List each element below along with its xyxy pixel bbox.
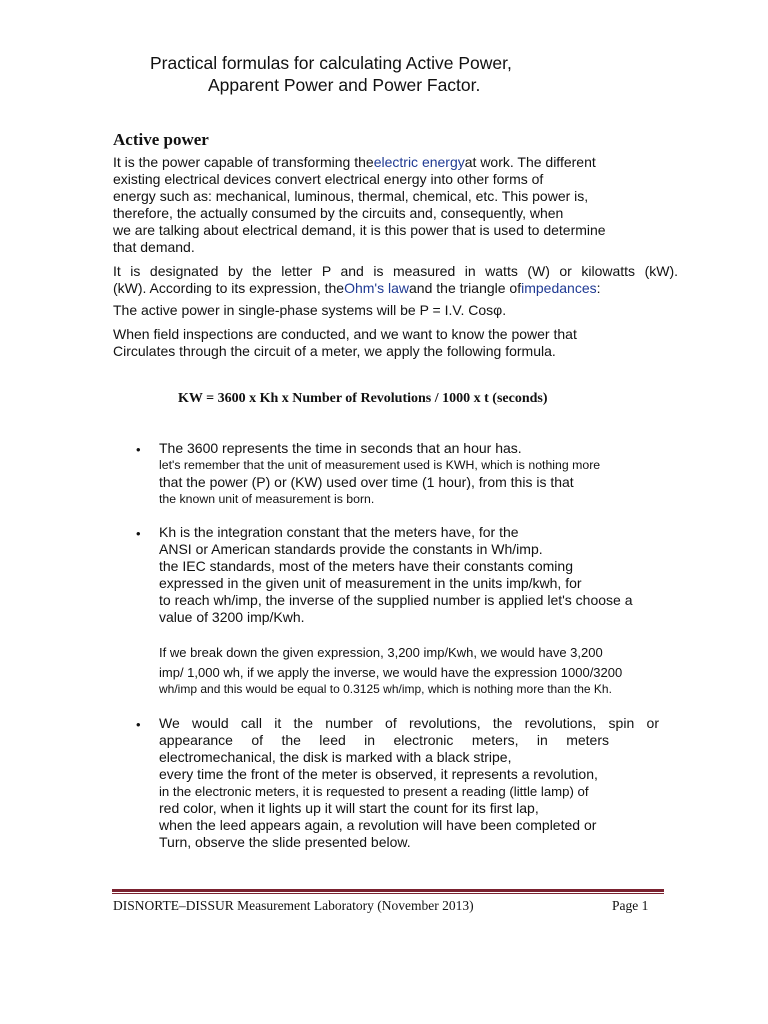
link-ohms-law[interactable]: Ohm's law <box>344 280 410 296</box>
paragraph-line: we are talking about electrical demand, it is this power that is used to determine <box>113 222 606 238</box>
bullet-line: Kh is the integration constant that the meters have, for the <box>159 524 519 540</box>
link-impedances[interactable]: impedances <box>521 280 597 296</box>
bullet-line: when the leed appears again, a revolution will have been completed or <box>159 817 597 833</box>
paragraph-definition <box>113 154 683 256</box>
bullet-line: imp/ 1,000 wh, if we apply the inverse, we would have the expression 1000/3200 <box>159 665 623 680</box>
bullet-line: the IEC standards, most of the meters have their constants coming <box>159 558 573 574</box>
bullet-marker: • <box>136 442 141 457</box>
bullet-subparagraph-kh-example <box>159 643 689 697</box>
bullet-line: in the electronic meters, it is requested to present a reading (little lamp) of <box>159 784 589 799</box>
paragraph-field-inspections <box>113 326 683 360</box>
bullet-line: let's remember that the unit of measurement used is KWH, which is nothing more <box>159 458 601 472</box>
footer-rule-thin <box>112 893 664 894</box>
bullet-line: value of 3200 imp/Kwh. <box>159 609 305 625</box>
bullet-item-kh <box>159 524 689 626</box>
bullet-line: appearance of the leed in electronic meters, in meters <box>159 732 609 748</box>
paragraph-designation <box>113 263 683 297</box>
bullet-item-revolutions <box>159 715 689 851</box>
paragraph-line: energy such as: mechanical, luminous, thermal, chemical, etc. This power is, <box>113 188 589 204</box>
bullet-line: Turn, observe the slide presented below. <box>159 834 411 850</box>
footer-rule-thick <box>112 889 664 892</box>
paragraph-line: therefore, the actually consumed by the circuits and, consequently, when <box>113 205 564 221</box>
paragraph-line: The active power in single-phase systems will be P = I.V. Cosφ. <box>113 302 507 318</box>
footer-page-number: Page 1 <box>612 898 649 913</box>
bullet-line: the known unit of measurement is born. <box>159 491 375 506</box>
bullet-line: expressed in the given unit of measurement in the units imp/kwh, for <box>159 575 582 591</box>
paragraph-line <box>113 280 683 297</box>
bullet-line: The 3600 represents the time in seconds that an hour has. <box>159 440 522 456</box>
bullet-line: electromechanical, the disk is marked with a black stripe, <box>159 749 512 765</box>
bullet-line: We would call it the number of revolutions, the revolutions, spin or <box>159 715 659 731</box>
footer-lab-name: DISNORTE–DISSUR Measurement Laboratory (November 2013) <box>113 898 474 913</box>
bullet-line: ANSI or American standards provide the constants in Wh/imp. <box>159 541 543 557</box>
title-line-1: Practical formulas for calculating Active Power, <box>150 53 512 73</box>
text-span: : <box>596 280 601 296</box>
bullet-line: red color, when it lights up it will start the count for its first lap, <box>159 800 539 816</box>
bullet-marker: • <box>136 526 141 541</box>
paragraph-single-phase <box>113 302 683 319</box>
kw-formula: KW = 3600 x Kh x Number of Revolutions / 1000 x t (seconds) <box>178 391 548 406</box>
bullet-item-3600 <box>159 440 689 507</box>
paragraph-line <box>113 154 683 171</box>
bullet-marker: • <box>136 717 141 732</box>
text-span: and the triangle of <box>409 280 522 296</box>
text-span: at work. The different <box>464 154 596 170</box>
bullet-line: wh/imp and this would be equal to 0.3125 wh/imp, which is nothing more than the Kh. <box>159 682 612 696</box>
link-electric-energy[interactable]: electric energy <box>373 154 465 170</box>
paragraph-line: Circulates through the circuit of a meter, we apply the following formula. <box>113 343 556 359</box>
section-heading-active-power: Active power <box>113 130 209 149</box>
paragraph-line: existing electrical devices convert electrical energy into other forms of <box>113 171 544 187</box>
text-span: (kW). According to its expression, the <box>113 280 345 296</box>
paragraph-line: that demand. <box>113 239 195 255</box>
paragraph-line: When field inspections are conducted, and we want to know the power that <box>113 326 577 342</box>
bullet-line: every time the front of the meter is observed, it represents a revolution, <box>159 766 598 782</box>
paragraph-line: It is designated by the letter P and is measured in watts (W) or kilowatts (kW). <box>113 263 678 279</box>
bullet-line: to reach wh/imp, the inverse of the supplied number is applied let's choose a <box>159 592 633 608</box>
bullet-line: that the power (P) or (KW) used over time (1 hour), from this is that <box>159 473 574 490</box>
text-span: It is the power capable of transforming the <box>113 154 374 170</box>
page-title <box>150 52 580 96</box>
title-line-2: Apparent Power and Power Factor. <box>208 75 481 95</box>
bullet-line: If we break down the given expression, 3,200 imp/Kwh, we would have 3,200 <box>159 645 603 660</box>
